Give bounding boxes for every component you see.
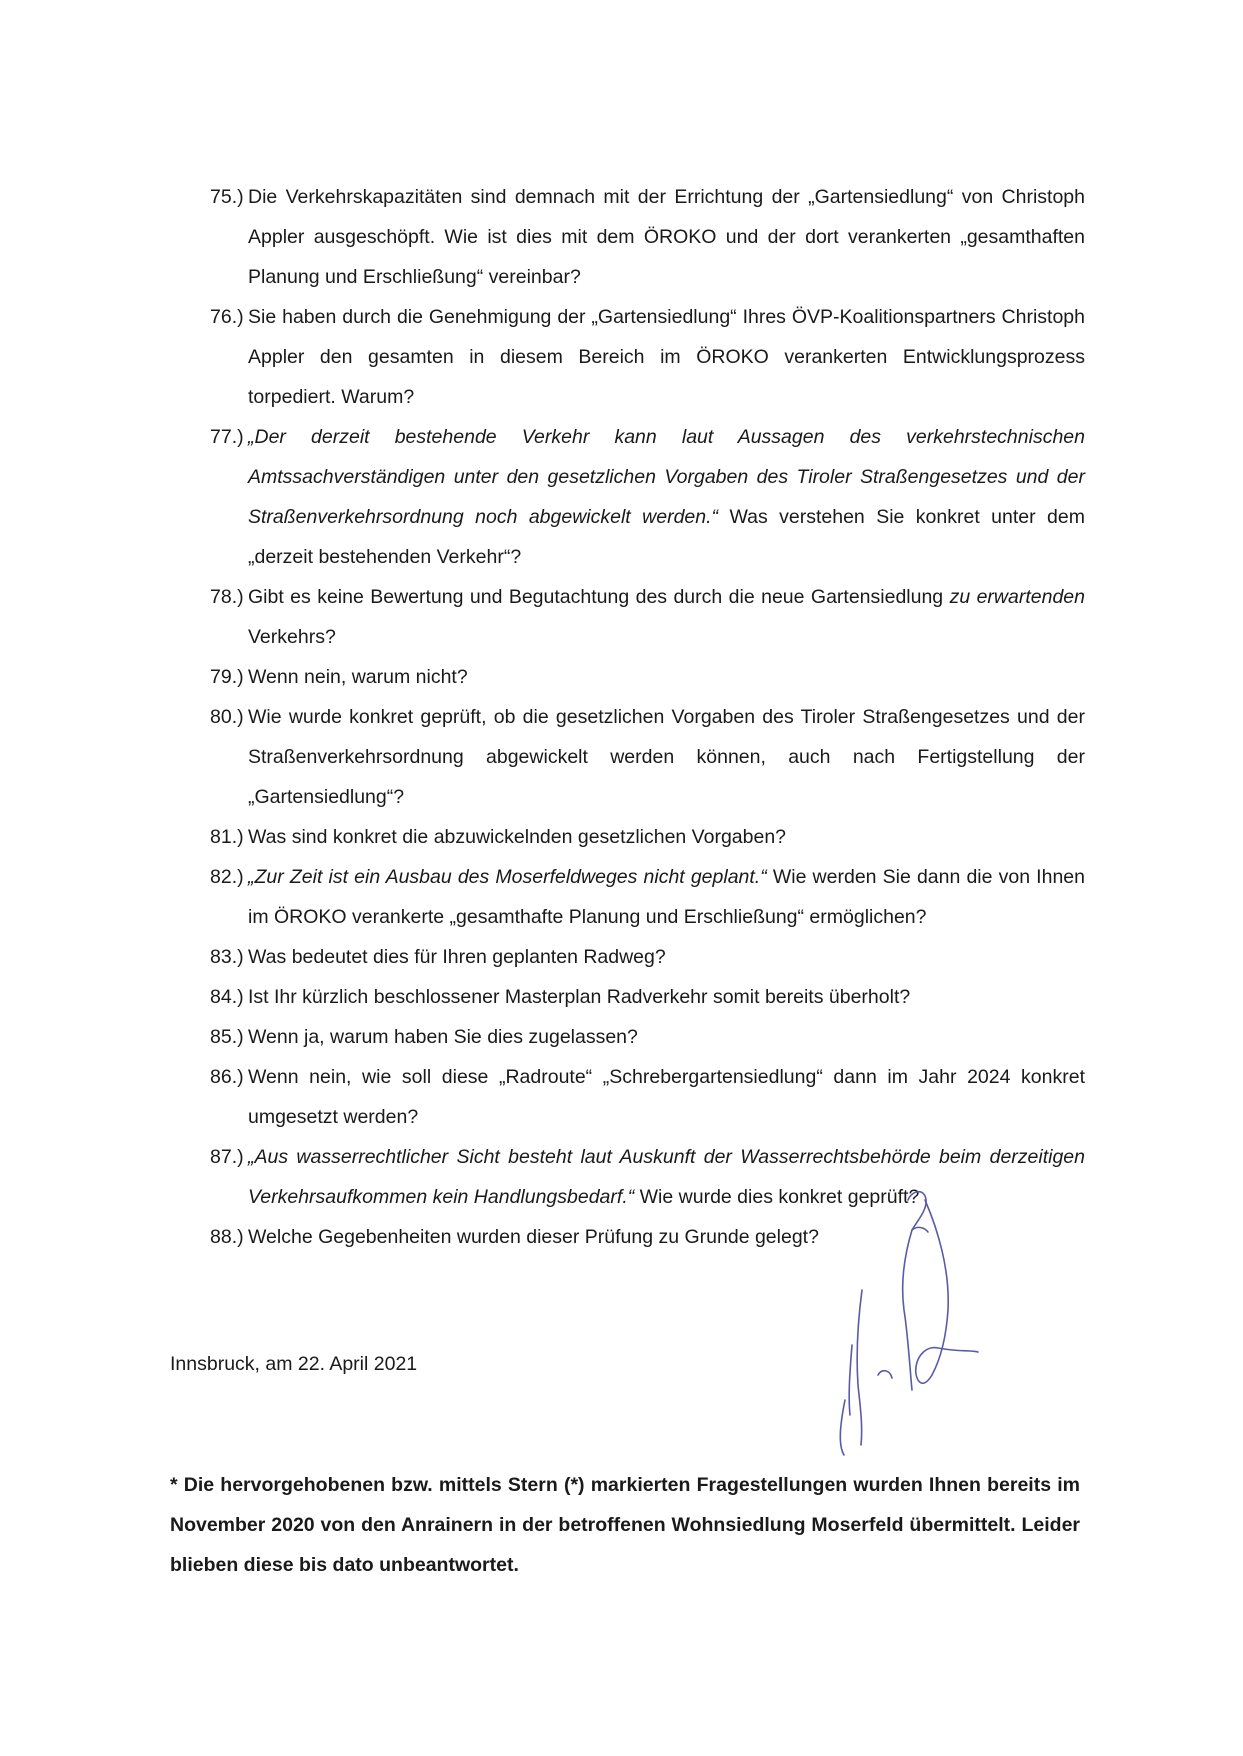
- question-text-part: Wenn ja, warum haben Sie dies zugelassen?: [248, 1026, 638, 1048]
- question-text: [248, 1057, 1085, 1137]
- question-text: [248, 577, 1085, 657]
- question-text-part: Verkehrs?: [248, 626, 336, 648]
- question-item: [210, 657, 1085, 697]
- question-text: [248, 697, 1085, 817]
- footnote: * Die hervorgehobenen bzw. mittels Stern (*) markierten Fragestellungen wurden Ihnen bereits im November 2020 von den Anrainern in der betroffenen Wohnsiedlung Moserfeld übermittelt. Leider blieben diese bis dato unbeantwortet.: [170, 1474, 1080, 1576]
- question-number: 82.): [210, 866, 244, 888]
- question-number: 79.): [210, 666, 244, 688]
- quoted-statement: „Aus wasserrechtlicher Sicht besteht laut Auskunft der Wasserrechtsbehörde beim derzeitigen Verkehrsaufkommen kein Handlungsbedarf.“: [248, 1146, 1085, 1208]
- question-number: 88.): [210, 1226, 244, 1248]
- question-item: [210, 977, 1085, 1017]
- question-text-part: Gibt es keine Bewertung und Begutachtung des durch die neue Gartensiedlung: [248, 586, 950, 608]
- question-number: 81.): [210, 826, 244, 848]
- question-number: 75.): [210, 186, 244, 208]
- question-text: [248, 1017, 1085, 1057]
- question-text-part: Die Verkehrskapazitäten sind demnach mit der Errichtung der „Gartensiedlung“ von Christoph Appler ausgeschöpft. Wie ist dies mit dem ÖROKO und der dort verankerten „gesamthaften Planung und Erschließung“ vereinbar?: [248, 186, 1085, 288]
- question-number: 80.): [210, 706, 244, 728]
- question-number: 77.): [210, 426, 244, 448]
- question-item: [210, 1017, 1085, 1057]
- question-item: [210, 417, 1085, 577]
- question-number: 85.): [210, 1026, 244, 1048]
- quoted-statement: „Zur Zeit ist ein Ausbau des Moserfeldweges nicht geplant.“: [248, 866, 767, 888]
- question-text: [248, 297, 1085, 417]
- question-list: [210, 177, 1085, 1257]
- question-text: [248, 857, 1085, 937]
- question-text-part: Wenn nein, wie soll diese „Radroute“ „Schrebergartensiedlung“ dann im Jahr 2024 konkret umgesetzt werden?: [248, 1066, 1085, 1128]
- question-number: 84.): [210, 986, 244, 1008]
- question-text-part: Wie wurde dies konkret geprüft?: [634, 1186, 920, 1208]
- place-and-date: Innsbruck, am 22. April 2021: [170, 1353, 418, 1375]
- question-item: [210, 857, 1085, 937]
- question-text: [248, 657, 1085, 697]
- question-number: 83.): [210, 946, 244, 968]
- question-text-part: Ist Ihr kürzlich beschlossener Masterplan Radverkehr somit bereits überholt?: [248, 986, 911, 1008]
- question-number: 76.): [210, 306, 244, 328]
- question-text-part: Wie werden Sie dann die von Ihnen im ÖROKO verankerte „gesamthafte Planung und Erschließung“ ermöglichen?: [248, 866, 1085, 928]
- question-text: [248, 417, 1085, 577]
- question-item: [210, 177, 1085, 297]
- question-text: [248, 817, 1085, 857]
- question-number: 86.): [210, 1066, 244, 1088]
- question-text-part: Was bedeutet dies für Ihren geplanten Radweg?: [248, 946, 666, 968]
- question-text-part: Was verstehen Sie konkret unter dem „derzeit bestehenden Verkehr“?: [248, 506, 1085, 568]
- question-text: [248, 937, 1085, 977]
- question-item: [210, 817, 1085, 857]
- question-text-part: Sie haben durch die Genehmigung der „Gartensiedlung“ Ihres ÖVP-Koalitionspartners Christoph Appler den gesamten in diesem Bereich im ÖROKO verankerten Entwicklungsprozess torpediert. Warum?: [248, 306, 1085, 408]
- question-item: [210, 697, 1085, 817]
- question-text-part: Was sind konkret die abzuwickelnden gesetzlichen Vorgaben?: [248, 826, 787, 848]
- quoted-statement: zu erwartenden: [949, 586, 1085, 608]
- question-text-part: Wenn nein, warum nicht?: [248, 666, 468, 688]
- question-item: [210, 297, 1085, 417]
- question-text-part: Welche Gegebenheiten wurden dieser Prüfung zu Grunde gelegt?: [248, 1226, 819, 1248]
- quoted-statement: „Der derzeit bestehende Verkehr kann laut Aussagen des verkehrstechnischen Amtssachverständigen unter den gesetzlichen Vorgaben des Tiroler Straßengesetzes und der Straßenverkehrsordnung noch abgewickelt werden.“: [248, 426, 1085, 528]
- question-number: 78.): [210, 586, 244, 608]
- question-item: [210, 1057, 1085, 1137]
- question-text-part: Wie wurde konkret geprüft, ob die gesetzlichen Vorgaben des Tiroler Straßengesetzes und der Straßenverkehrsordnung abgewickelt werden können, auch nach Fertigstellung der „Gartensiedlung“?: [248, 706, 1085, 808]
- handwritten-signature: [800, 1170, 990, 1460]
- question-number: 87.): [210, 1146, 244, 1168]
- question-text: [248, 977, 1085, 1017]
- question-item: [210, 577, 1085, 657]
- question-text: [248, 177, 1085, 297]
- question-item: [210, 937, 1085, 977]
